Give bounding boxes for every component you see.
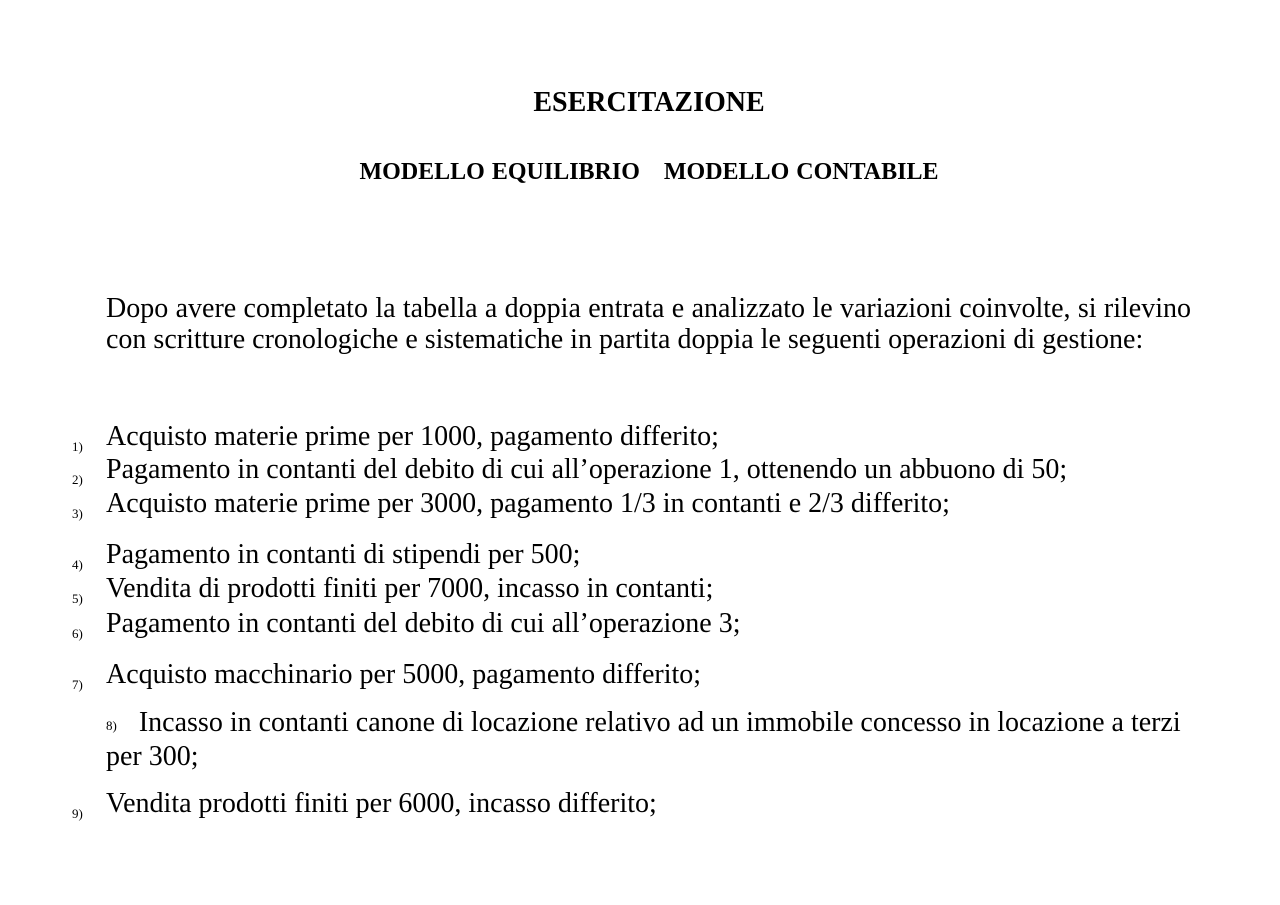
operation-text: Pagamento in contanti di stipendi per 500; — [106, 539, 581, 570]
operation-item-8 — [106, 707, 1191, 772]
subtitle-contabile: MODELLO CONTABILE — [663, 159, 939, 185]
operation-number: 4) — [72, 557, 83, 572]
operation-number: 2) — [72, 472, 83, 487]
operation-number: 3) — [72, 506, 83, 521]
operation-text: Acquisto macchinario per 5000, pagamento differito; — [106, 659, 702, 690]
operation-number: 7) — [72, 677, 83, 692]
operation-text: Pagamento in contanti del debito di cui all’operazione 3; — [106, 608, 741, 639]
operation-text: Acquisto materie prime per 1000, pagamento differito; — [106, 421, 719, 452]
operation-number: 8) — [106, 718, 117, 733]
intro-paragraph: Dopo avere completato la tabella a doppia entrata e analizzato le variazioni coinvolte, si rilevino con scritture cronologiche e sistematiche in partita doppia le seguenti operazioni di gestione: — [106, 293, 1191, 355]
page-title: ESERCITAZIONE — [533, 87, 765, 118]
operation-text: Vendita di prodotti finiti per 7000, incasso in contanti; — [106, 573, 714, 604]
operation-text: Acquisto materie prime per 3000, pagamento 1/3 in contanti e 2/3 differito; — [106, 488, 950, 519]
page-subtitle — [0, 157, 1280, 187]
operation-text: Pagamento in contanti del debito di cui all’operazione 1, ottenendo un abbuono di 50; — [106, 454, 1068, 485]
operation-number: 1) — [72, 439, 83, 454]
operation-text: Vendita prodotti finiti per 6000, incasso differito; — [106, 788, 657, 819]
operation-number: 6) — [72, 626, 83, 641]
operation-number: 9) — [72, 806, 83, 821]
operation-text: Incasso in contanti canone di locazione relativo ad un immobile concesso in locazione a terzi per 300; — [106, 707, 1181, 772]
subtitle-equilibrio: MODELLO EQUILIBRIO — [359, 159, 640, 185]
operation-number: 5) — [72, 591, 83, 606]
